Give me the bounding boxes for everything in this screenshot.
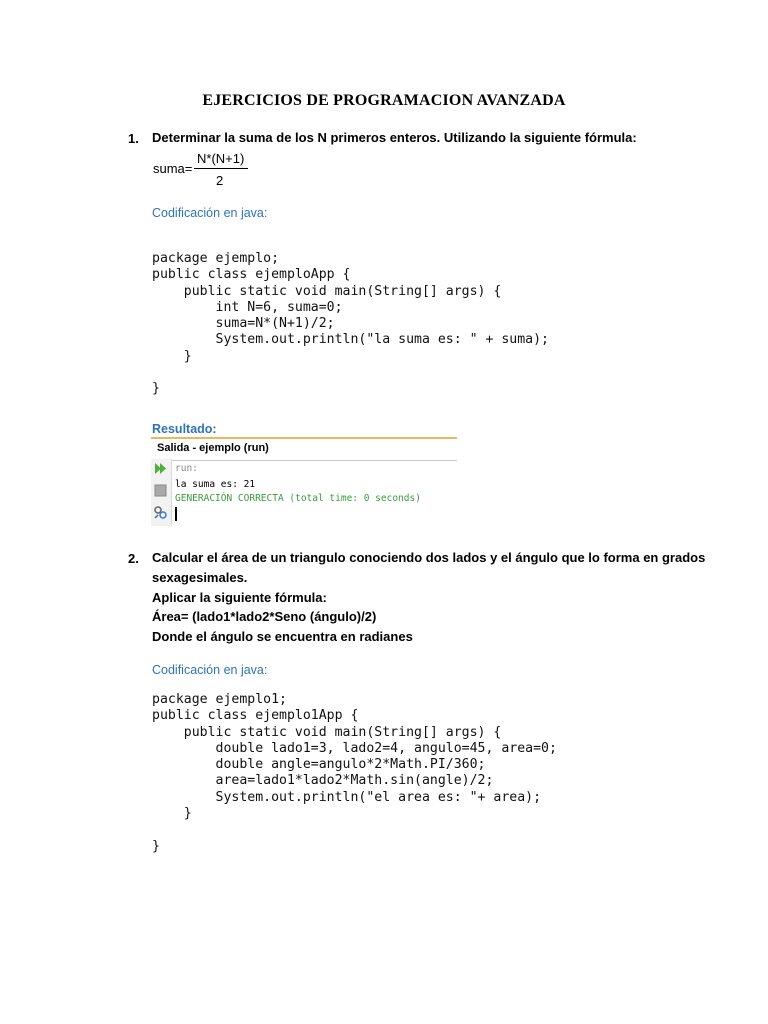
formula-lhs: suma= <box>153 161 193 176</box>
output-line-result: la suma es: 21 <box>175 479 256 490</box>
exercise-2-formula: Área= (lado1*lado2*Seno (ángulo)/2) <box>152 609 377 624</box>
settings-icon[interactable] <box>153 505 168 520</box>
text-cursor <box>175 507 177 521</box>
page-title: EJERCICIOS DE PROGRAMACION AVANZADA <box>202 92 566 109</box>
exercise-1-result-heading: Resultado: <box>152 422 217 436</box>
exercise-2-statement-line5: Donde el ángulo se encuentra en radianes <box>152 629 413 644</box>
exercise-2-number: 2. <box>128 551 139 566</box>
exercise-1-number: 1. <box>128 131 139 146</box>
exercise-2-statement-line3: Aplicar la siguiente fórmula: <box>152 590 327 605</box>
exercise-1-statement: Determinar la suma de los N primeros enteros. Utilizando la siguiente fórmula: <box>152 130 637 145</box>
output-panel-title: Salida - ejemplo (run) <box>157 442 269 454</box>
exercise-2-statement-line1: Calcular el área de un triangulo conociendo dos lados y el ángulo que lo forma en grados <box>152 550 706 565</box>
output-line-status: GENERACIÓN CORRECTA (total time: 0 seconds) <box>175 493 421 504</box>
exercise-2-statement-line2: sexagesimales. <box>152 570 248 585</box>
output-line-run: run: <box>175 463 198 474</box>
rerun-icon[interactable] <box>153 461 168 476</box>
formula-denominator: 2 <box>216 173 224 188</box>
output-panel <box>151 437 457 526</box>
exercise-1-code-heading: Codificación en java: <box>152 206 268 220</box>
exercise-1-code-block: package ejemplo; public class ejemploApp { public static void main(String[] args) { int N=6, suma=0; suma=N*(N+1)/2; System.out.println("la suma es: " + suma); } } <box>152 251 549 397</box>
output-panel-toolbar <box>151 459 172 526</box>
fraction-bar <box>194 168 248 169</box>
exercise-2-code-heading: Codificación en java: <box>152 663 268 677</box>
output-panel-titlebar <box>151 437 457 461</box>
exercise-2-code-block: package ejemplo1; public class ejemplo1App { public static void main(String[] args) { double lado1=3, lado2=4, angulo=45, area=0; double angle=angulo*2*Math.PI/360; area=lado1*lado2*Math.sin(angle)/2; System.out.println("el area es: "+ area); } } <box>152 692 557 854</box>
stop-icon[interactable] <box>153 483 168 498</box>
formula-numerator: N*(N+1) <box>197 151 245 166</box>
